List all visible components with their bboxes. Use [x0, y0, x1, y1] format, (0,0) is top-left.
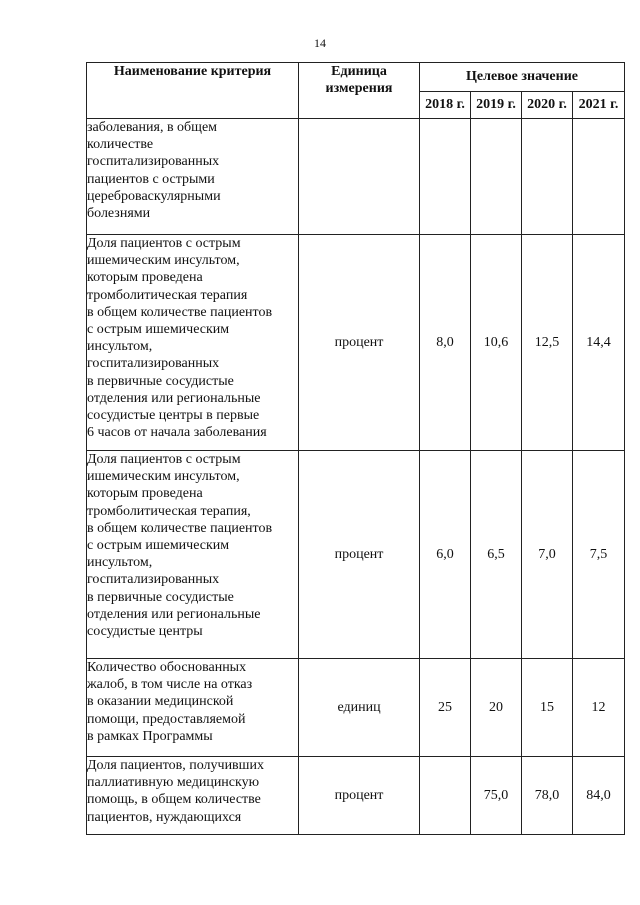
criterion-name-line: заболевания, в общем	[87, 120, 218, 135]
criterion-name-line: количестве	[87, 137, 154, 153]
unit-cell: процент	[299, 451, 420, 659]
table-row	[87, 451, 625, 659]
criterion-name-line: госпитализированных	[87, 356, 220, 372]
criterion-name-line: пациентов с острыми	[87, 171, 215, 187]
criterion-name-line: помощи, предоставляемой	[87, 711, 246, 727]
value-2021-cell: 84,0	[573, 757, 625, 835]
value-2018-cell: 6,0	[420, 451, 471, 659]
criterion-name-line: болезнями	[87, 206, 151, 222]
unit-cell	[299, 119, 420, 235]
header-year-2018: 2018 г.	[420, 92, 471, 119]
value-2021-cell: 12	[573, 659, 625, 757]
header-unit-line1: Единица	[331, 64, 387, 79]
criterion-name-cell	[87, 757, 299, 835]
criterion-name-line: которым проведена	[87, 486, 203, 502]
criterion-name-line: ишемическим инсультом,	[87, 253, 240, 269]
criterion-name-line: паллиативную медицинскую	[87, 775, 260, 791]
criterion-name-line: тромболитическая терапия	[87, 287, 248, 303]
criterion-name-line: Доля пациентов с острым	[87, 452, 241, 467]
criterion-name-line: в первичные сосудистые	[87, 373, 234, 389]
value-2018-cell	[420, 757, 471, 835]
criterion-name-cell	[87, 659, 299, 757]
unit-cell: процент	[299, 757, 420, 835]
criterion-name-line: Доля пациентов, получивших	[87, 758, 264, 773]
criterion-name-line: помощь, в общем количестве	[87, 792, 261, 808]
criterion-name-line: инсультом,	[87, 555, 153, 571]
table-row	[87, 659, 625, 757]
criterion-name-line: Доля пациентов с острым	[87, 236, 241, 251]
criterion-name-line: сосудистые центры в первые	[87, 408, 260, 424]
criterion-name-cell	[87, 451, 299, 659]
table-row	[87, 119, 625, 235]
criterion-name-line: в общем количестве пациентов	[87, 304, 273, 320]
criterion-name-line: в рамках Программы	[87, 728, 213, 744]
header-target-value: Целевое значение	[420, 63, 625, 92]
criterion-name-line: жалоб, в том числе на отказ	[87, 677, 253, 693]
criterion-name-line: ишемическим инсультом,	[87, 469, 240, 485]
criterion-name-line: цереброваскулярными	[87, 188, 221, 204]
header-year-2020: 2020 г.	[522, 92, 573, 119]
value-2019-cell: 6,5	[471, 451, 522, 659]
criterion-name-line: тромболитическая терапия,	[87, 503, 251, 519]
table-row	[87, 235, 625, 451]
header-unit	[299, 63, 420, 119]
criterion-name-line: в общем количестве пациентов	[87, 520, 273, 536]
criterion-name-line: которым проведена	[87, 270, 203, 286]
value-2021-cell: 7,5	[573, 451, 625, 659]
table-row	[87, 757, 625, 835]
value-2020-cell: 15	[522, 659, 573, 757]
criterion-name-cell	[87, 119, 299, 235]
value-2018-cell: 25	[420, 659, 471, 757]
header-row-top	[87, 63, 625, 92]
criterion-name-line: пациентов, нуждающихся	[87, 809, 242, 825]
criterion-name-line: в оказании медицинской	[87, 694, 234, 710]
criterion-name-line: отделения или региональные	[87, 390, 261, 406]
header-criterion-name: Наименование критерия	[87, 63, 299, 119]
value-2018-cell: 8,0	[420, 235, 471, 451]
header-year-2021: 2021 г.	[573, 92, 625, 119]
value-2020-cell: 7,0	[522, 451, 573, 659]
value-2020-cell	[522, 119, 573, 235]
value-2019-cell: 10,6	[471, 235, 522, 451]
criterion-name-cell	[87, 235, 299, 451]
criterion-name-line: отделения или региональные	[87, 606, 261, 622]
criterion-name-line: госпитализированных	[87, 572, 220, 588]
value-2020-cell: 78,0	[522, 757, 573, 835]
value-2019-cell: 20	[471, 659, 522, 757]
criterion-name-line: в первичные сосудистые	[87, 589, 234, 605]
value-2019-cell	[471, 119, 522, 235]
criterion-name-line: 6 часов от начала заболевания	[87, 425, 267, 441]
criteria-table	[86, 62, 625, 835]
value-2018-cell	[420, 119, 471, 235]
criterion-name-line: инсультом,	[87, 339, 153, 355]
value-2020-cell: 12,5	[522, 235, 573, 451]
header-unit-line2: измерения	[325, 81, 393, 97]
unit-cell: процент	[299, 235, 420, 451]
criterion-name-line: с острым ишемическим	[87, 538, 230, 554]
value-2021-cell: 14,4	[573, 235, 625, 451]
criterion-name-line: сосудистые центры	[87, 624, 203, 640]
criterion-name-line: госпитализированных	[87, 154, 220, 170]
unit-cell: единиц	[299, 659, 420, 757]
criterion-name-line: с острым ишемическим	[87, 322, 230, 338]
header-year-2019: 2019 г.	[471, 92, 522, 119]
criterion-name-line: Количество обоснованных	[87, 660, 247, 675]
page-number: 14	[314, 36, 326, 50]
value-2019-cell: 75,0	[471, 757, 522, 835]
value-2021-cell	[573, 119, 625, 235]
